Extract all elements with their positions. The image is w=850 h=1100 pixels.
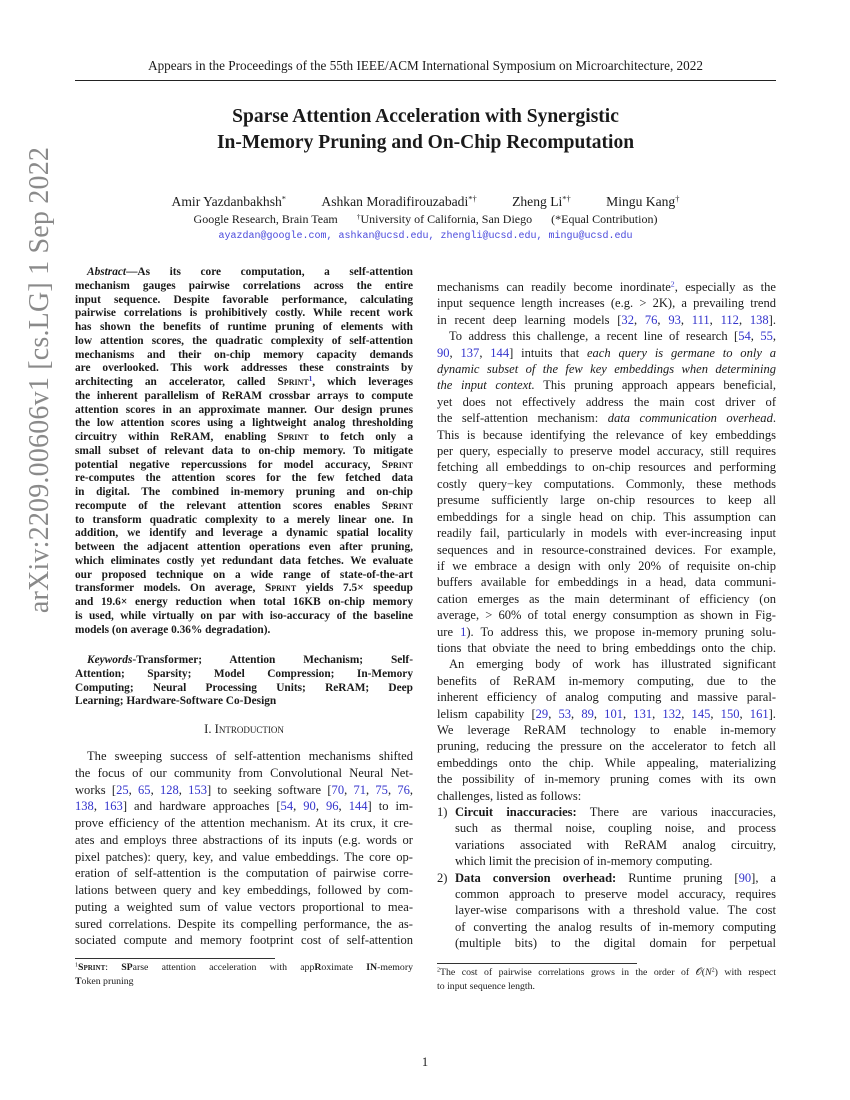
text-line: per query, especially to preserve model accuracy, still requires (437, 444, 776, 459)
system-name: Sprint (264, 582, 297, 595)
title-line: In-Memory Pruning and On-Chip Recomputation (216, 132, 635, 153)
bold-text: SP (121, 962, 133, 973)
text-line: small subset of relevant data to on-chip memory. To mitigate (75, 444, 413, 457)
text-line: and 19.6× energy reduction when total 16KB on-chip memory (75, 596, 413, 608)
text-line: to transform quadratic complexity to a merely linear one. In (75, 513, 413, 526)
citation-link[interactable]: 150 (720, 706, 740, 721)
text-line: ates and employs three abstractions of its inputs (e.g. words or (75, 832, 413, 847)
text-line: ure 1). To address this, we propose in-memory pruning solu- (437, 624, 776, 639)
text-line: average, > 60% of total energy consumption as shown in Fig- (437, 608, 776, 623)
italic-text: the input context. (437, 378, 535, 393)
author (512, 194, 571, 209)
affiliation (551, 212, 657, 226)
text-line: the possibility of in-memory pruning comes with its own (437, 772, 776, 787)
text-line: lelism capability [29, 53, 89, 101, 131, 132, 145, 150, 161]. (437, 706, 776, 721)
text-line: the input context. This pruning approach appears beneficial, (437, 378, 776, 393)
author-list (75, 194, 776, 210)
text-line: pairwise correlations is prohibitively costly. While recent work (75, 307, 413, 320)
author-mark: *† (468, 193, 477, 204)
section-heading: I. Introduction (204, 722, 284, 736)
citation-link[interactable]: 54 (738, 329, 751, 344)
author (606, 194, 679, 209)
citation-link[interactable]: 145 (691, 706, 711, 721)
affiliation-mark: † (356, 211, 361, 221)
superscript: 2 (437, 967, 441, 974)
citation-link[interactable]: 144 (490, 345, 510, 360)
system-name: Sprint (277, 376, 309, 388)
text-line: variations associated with ReRAM analog circuitry, (455, 837, 776, 852)
footnote-ref-link[interactable]: 2 (670, 279, 675, 289)
text-line: circuitry within ReRAM, enabling Sprint to fetch only a (75, 431, 413, 443)
citation-link[interactable]: 90 (437, 345, 450, 360)
text-line: common approach to preserve model accuracy, requires (455, 887, 776, 902)
affiliations (75, 212, 776, 227)
citation-link[interactable]: 90 (303, 799, 316, 814)
text-line: prove efficiency of the attention mechanism. At its crux, it cre- (75, 816, 413, 830)
footnote-rule (437, 963, 637, 964)
text-line: embeddings onto the chip. While appealing, materializing (437, 755, 776, 770)
system-name: Sprint (277, 431, 309, 443)
text-line: of converting the analog results of in-memory computing (455, 919, 776, 934)
footnote-2 (437, 966, 776, 993)
italic-text: each query is germane to only a (586, 345, 776, 360)
email-link[interactable]: mingu@ucsd.edu (548, 231, 633, 242)
header-rule (75, 80, 776, 81)
citation-link[interactable]: 163 (104, 799, 123, 814)
abstract (75, 266, 413, 637)
text-line: $^1$Sprint: SParse attention acceleration with appRoximate IN-memory (75, 962, 413, 973)
affiliation-text: Google Research, Brain Team (193, 212, 338, 226)
citation-link[interactable]: 153 (188, 782, 207, 797)
author (321, 194, 476, 209)
citation-link[interactable]: 128 (159, 782, 179, 797)
text-line: sociated compute and memory footprint cost of self-attention (75, 933, 413, 948)
citation-link[interactable]: 32 (621, 312, 634, 327)
affiliation-text: University of California, San Diego (360, 212, 533, 226)
text-line: mechanism gauges pairwise correlations across the entire (75, 279, 413, 292)
text-line: Computing; Neural Processing Units; ReRAM; Deep (75, 681, 413, 694)
email-link[interactable]: zhengli@ucsd.edu (440, 231, 537, 242)
text-line: This is because identifying the relevance of key embeddings (437, 427, 776, 442)
text-line: Keywords-Transformer; Attention Mechanism; Self- (87, 654, 413, 666)
text-line: input sequence length increases (e.g. > 2K), a prevailing trend (437, 296, 776, 311)
citation-link[interactable]: 144 (348, 799, 368, 814)
text-line: Learning; Hardware-Software Co-Design (75, 695, 277, 708)
bold-text: Circuit inaccuracies: (455, 805, 577, 819)
text-line: To address this challenge, a recent line of research [54, 55, (449, 329, 776, 344)
citation-link[interactable]: 96 (325, 799, 339, 814)
text-line: the inherent parallelism of ReRAM crossbar arrays to compute (75, 389, 413, 402)
author-mark: * (281, 193, 286, 204)
text-line: 2) Data conversion overhead: Runtime pruning [90], a (437, 870, 776, 885)
text-line: has shown the benefits of runtime pruning of elements with (75, 321, 413, 333)
text-line: to input sequence length. (437, 980, 535, 992)
keywords (75, 654, 413, 709)
citation-link[interactable]: 111 (691, 312, 710, 327)
text-line: which limit the precision of in-memory computing. (455, 854, 713, 869)
text-line: 90, 137, 144] intuits that each query is germane to only a (437, 345, 776, 360)
bold-text: T (75, 975, 82, 987)
system-name: Sprint (381, 458, 413, 471)
title-line: Sparse Attention Acceleration with Synergistic (232, 106, 619, 127)
paper-title (75, 104, 776, 156)
text-line: The sweeping success of self-attention mechanisms shifted (87, 749, 413, 763)
text-line: mechanisms can readily become inordinate$^2$, especially as the (437, 279, 776, 294)
citation-link[interactable]: 101 (604, 706, 623, 721)
text-line: transformer models. On average, Sprint yields 7.5× speedup (75, 582, 413, 595)
bold-text: R (314, 962, 322, 973)
text-line: which eliminates costly yet redundant data fetches. We evaluate (75, 554, 413, 567)
text-line: architecting an accelerator, called Sprint$^1$, which leverages (75, 375, 413, 388)
text-line: our proposed technique on a wide range of state-of-the-art (75, 568, 413, 581)
citation-link[interactable]: 131 (633, 706, 653, 721)
citation-link[interactable]: 1 (460, 624, 467, 639)
email-link[interactable]: ayazdan@google.com (218, 231, 327, 242)
bold-text: Data conversion overhead: (455, 870, 617, 885)
text-line: in recent deep learning models [32, 76, 93, 111, 112, 138]. (437, 312, 776, 327)
system-name: Sprint (78, 962, 106, 973)
author-mark: *† (562, 193, 571, 204)
system-name: Sprint (381, 499, 413, 512)
introduction-left-column (75, 748, 413, 949)
text-line: pixel patches): query, key, and value embeddings. The core op- (75, 849, 413, 864)
page-number: 1 (421, 1055, 429, 1069)
text-line: the low attention scores using a lightweight analog thresholding (75, 417, 413, 430)
text-line: re-computes the attention scores for the few fetched data (75, 472, 413, 485)
text-line: cation emerges as the main determinant of efficiency (on (437, 591, 776, 606)
citation-link[interactable]: 138 (749, 312, 769, 327)
text-line: attention scores in an approximate manner. Our design prunes (75, 403, 413, 416)
text-line: addition, we identify and leverage a dynamic spatial locality (75, 527, 413, 540)
citation-link[interactable]: 75 (375, 782, 388, 797)
text-line: yet does not effectively address the main cost driver of (437, 394, 776, 409)
text-line: lations between query and key embeddings, followed by com- (75, 883, 413, 897)
superscript: 2 (711, 967, 715, 974)
text-line: 138, 163] and hardware approaches [54, 90, 96, 144] to im- (75, 799, 413, 814)
author-name: Amir Yazdanbakhsh (171, 194, 282, 209)
text-line: benefits of ReRAM in-memory computing, due to the (437, 673, 776, 688)
italic-text: dynamic subset of the few key embeddings when determining (437, 362, 776, 377)
italic-text: Keywords (87, 654, 133, 666)
text-line: mechanisms and their on-chip memory capacity demands (75, 348, 413, 361)
footnote-rule (75, 958, 275, 959)
text-line: embeddings for a single head on chip. This assumption can (437, 509, 776, 524)
text-line: in digital. The combined in-memory pruning and on-chip (75, 486, 413, 498)
citation-link[interactable]: 76 (644, 312, 658, 327)
email-link[interactable]: ashkan@ucsd.edu (338, 231, 429, 242)
citation-link[interactable]: 65 (138, 782, 151, 797)
italic-text: data communication overhead (607, 411, 773, 426)
citation-link[interactable]: 93 (668, 312, 681, 327)
text-line (437, 361, 776, 377)
text-line: costly query−key computations. Commonly, these methods (437, 476, 776, 491)
text-line: inherent efficiency of analog computing and massive paral- (437, 690, 776, 705)
author-name: Zheng Li (512, 194, 563, 209)
text-line: tions that obviate the need to bring embeddings onto the chip. (437, 640, 776, 655)
text-line: between the adjacent attention operations even after pruning, (75, 541, 413, 553)
text-line: if we embrace a design with only 20% of requisite on-chip (437, 558, 776, 573)
text-line: Token pruning (75, 975, 134, 987)
list-item-number: 1) (437, 805, 448, 819)
text-line: eration of self-attention is the computation of pairwise corre- (75, 866, 413, 881)
author-name: Mingu Kang (606, 194, 676, 209)
citation-link[interactable]: 29 (535, 706, 549, 721)
text-line: readily fail, particularly in models with ever-increasing input (437, 526, 776, 541)
text-line: buffers available for embeddings in a head, data communi- (437, 575, 776, 590)
citation-link[interactable]: 161 (749, 706, 769, 721)
author-mark: † (675, 193, 680, 204)
italic-text: Abstract (87, 266, 127, 278)
text-line: sured correlations. Despite its compelling performance, the as- (75, 916, 413, 931)
author-name: Ashkan Moradifirouzabadi (321, 194, 469, 209)
citation-link[interactable]: 90 (738, 870, 752, 885)
citation-link[interactable]: 54 (280, 799, 294, 814)
citation-link[interactable]: 138 (75, 799, 94, 814)
email-list: ayazdan@google.com, ashkan@ucsd.edu, zhengli@ucsd.edu, mingu@ucsd.edu (218, 231, 633, 242)
italic-text: N (705, 967, 712, 978)
text-line: We leverage ReRAM technology to enable in-memory (437, 722, 776, 737)
text-line: sequences and in resource-constrained devices. For example, (437, 542, 776, 557)
arxiv-identifier-stamp: arXiv:2209.00606v1 [cs.LG] 1 Sep 2022 (24, 146, 55, 614)
text-line: are overlooked. This work addresses these constraints by (75, 362, 413, 375)
text-line: such as thermal noise, coupling noise, and process (455, 821, 776, 836)
citation-link[interactable]: 53 (558, 706, 572, 721)
text-line: 1) Circuit inaccuracies: There are various inaccuracies, (437, 805, 776, 819)
text-line: $^2$The cost of pairwise correlations grows in the order of $𝒪(N^2)$ with respect (437, 967, 776, 978)
list-item-number: 2) (437, 870, 448, 885)
citation-link[interactable]: 71 (353, 782, 367, 797)
text-line: the focus of our community from Convolutional Neural Net- (75, 765, 413, 780)
citation-link[interactable]: 132 (662, 706, 682, 721)
text-line: low attention scores, the quadratic complexity of self-attention (75, 334, 413, 347)
text-line: recompute of the relevant attention scores enables Sprint (75, 499, 413, 512)
text-line: Abstract—As its core computation, a self-attention (87, 266, 413, 278)
text-line: pruning, reducing the pressure on the accelerator to fetch all (437, 739, 776, 754)
citation-link[interactable]: 76 (397, 782, 410, 797)
text-line: works [25, 65, 128, 153] to seeking software [70, 71, 75, 76, (75, 782, 413, 797)
citation-link[interactable]: 70 (331, 782, 345, 797)
text-line: input sequence. Despite favorable performance, calculating (75, 293, 413, 306)
superscript: 1 (75, 962, 79, 969)
text-line: Attention; Sparsity; Model Compression; In-Memory (75, 667, 413, 680)
introduction-right-column (437, 279, 776, 952)
affiliation-text: (*Equal Contribution) (551, 212, 658, 226)
text-line: the self-attention mechanism: data communication overhead. (437, 411, 776, 426)
text-line: fetching all embeddings to on-chip resources and performing (437, 460, 776, 475)
text-line: An emerging body of work has illustrated significant (449, 657, 776, 672)
text-line: challenges, listed as follows: (437, 788, 582, 803)
footnote-ref-link[interactable]: 1 (308, 375, 313, 384)
text-line: models (on average 0.36% degradation). (75, 623, 271, 636)
bold-text: IN (366, 962, 378, 973)
text-line: layer-wise comparisons with a threshold value. The cost (455, 903, 776, 918)
citation-link[interactable]: 25 (116, 782, 129, 797)
text-line: is used, while virtually on par with iso-accuracy of the baseline (75, 609, 413, 622)
citation-link[interactable]: 137 (460, 345, 480, 360)
text-line: presume sufficiently large on-chip resources to keep all (437, 493, 776, 508)
citation-link[interactable]: 112 (720, 312, 739, 327)
citation-link[interactable]: 89 (581, 706, 594, 721)
text-line: potential negative repercussions for model accuracy, Sprint (75, 458, 413, 471)
footnote-1 (75, 961, 413, 988)
text-line: (multiple bits) to the digital domain for perpetual (455, 936, 776, 951)
affiliation (357, 212, 532, 226)
running-header: Appears in the Proceedings of the 55th IEEE/ACM International Symposium on Microarchitecture, 2022 (148, 58, 703, 73)
author (172, 194, 286, 209)
citation-link[interactable]: 55 (760, 329, 773, 344)
affiliation (194, 212, 338, 226)
text-line: puting a weighted sum of value vectors proportional to mea- (75, 899, 413, 914)
